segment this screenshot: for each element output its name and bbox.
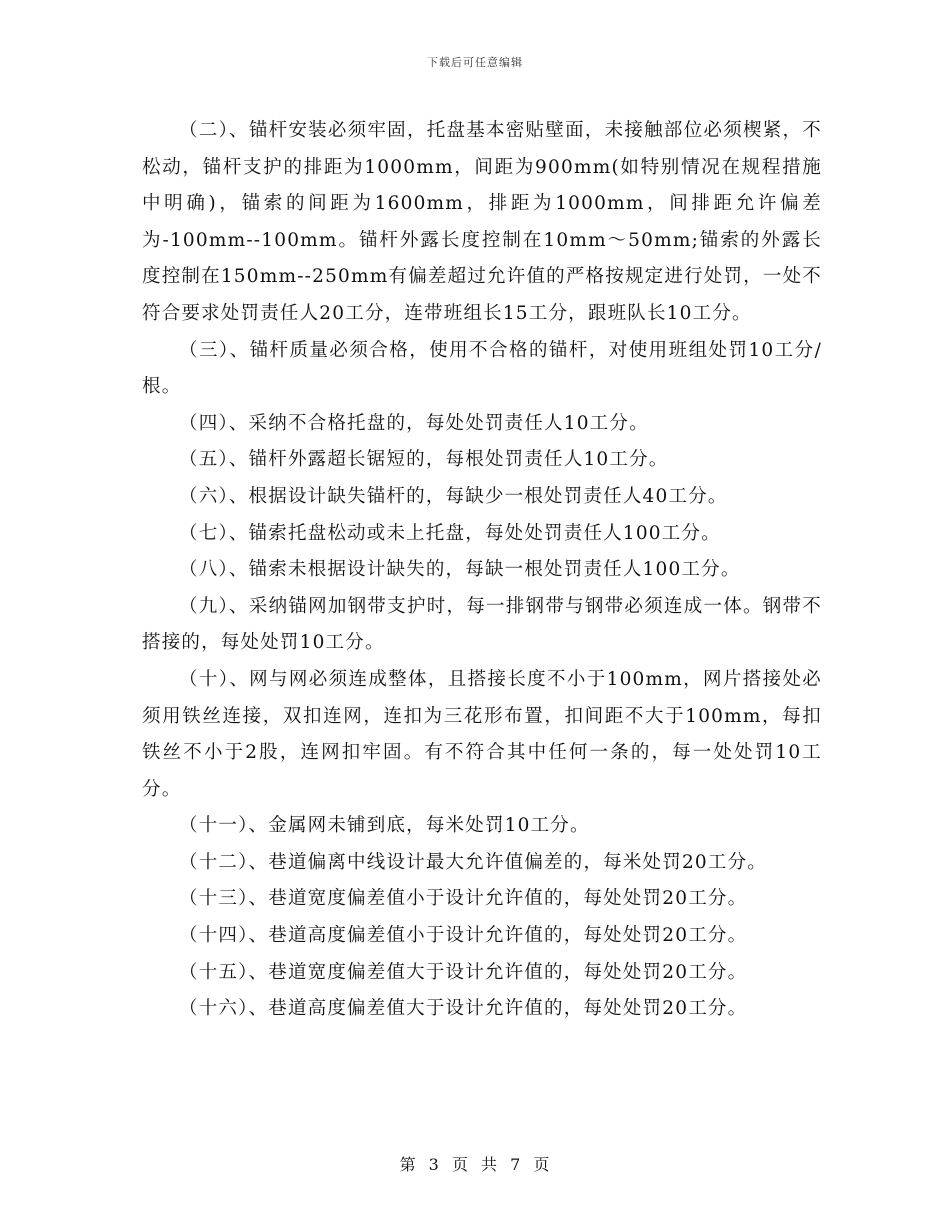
paragraph-11: （十一）、金属网未铺到底，每米处罚10工分。 <box>179 815 590 837</box>
paragraph-5: （五）、锚杆外露超长锯短的，每根处罚责任人10工分。 <box>179 449 669 471</box>
paragraph-14: （十四）、巷道高度偏差值小于设计允许值的，每处处罚20工分。 <box>179 925 748 947</box>
document-body <box>142 113 822 1028</box>
paragraph-8: （八）、锚索未根据设计缺失的，每缺一根处罚责任人100工分。 <box>179 559 741 581</box>
page-number-footer: 第 3 页 共 7 页 <box>399 1155 551 1174</box>
paragraph-10: （十）、网与网必须连成整体，且搭接长度不小于100mm，网片搭接处必须用铁丝连接，双扣连网，连扣为三花形布置，扣间距不大于100mm，每扣铁丝不小于2股，连网扣牢固。有不符合其中任何一条的，每一处处罚10工分。 <box>142 668 822 800</box>
paragraph-2: （二）、锚杆安装必须牢固，托盘基本密贴壁面，未接触部位必须楔紧，不松动，锚杆支护的排距为1000mm，间距为900mm(如特别情况在规程措施中明确)，锚索的间距为1600mm，排距为1000mm，间排距允许偏差为-100mm--100mm。锚杆外露长度控制在10mm～50mm;锚索的外露长度控制在150mm--250mm有偏差超过允许值的严格按规定进行处罚，一处不符合要求处罚责任人20工分，连带班组长15工分，跟班队长10工分。 <box>142 120 822 324</box>
paragraph-12: （十二）、巷道偏离中线设计最大允许值偏差的，每米处罚20工分。 <box>179 851 767 873</box>
paragraph-9: （九）、采纳锚网加钢带支护时，每一排钢带与钢带必须连成一体。钢带不搭接的，每处处罚10工分。 <box>142 595 822 654</box>
paragraph-4: （四）、采纳不合格托盘的，每处处罚责任人10工分。 <box>179 412 649 434</box>
paragraph-15: （十五）、巷道宽度偏差值大于设计允许值的，每处处罚20工分。 <box>179 961 748 983</box>
paragraph-3: （三）、锚杆质量必须合格，使用不合格的锚杆，对使用班组处罚10工分/根。 <box>142 339 822 398</box>
paragraph-6: （六）、根据设计缺失锚杆的，每缺少一根处罚责任人40工分。 <box>179 485 728 507</box>
paragraph-16: （十六）、巷道高度偏差值大于设计允许值的，每处处罚20工分。 <box>179 998 748 1020</box>
page-header: 下载后可任意编辑 <box>427 56 523 69</box>
paragraph-7: （七）、锚索托盘松动或未上托盘，每处处罚责任人100工分。 <box>179 522 721 544</box>
paragraph-13: （十三）、巷道宽度偏差值小于设计允许值的，每处处罚20工分。 <box>179 888 748 910</box>
